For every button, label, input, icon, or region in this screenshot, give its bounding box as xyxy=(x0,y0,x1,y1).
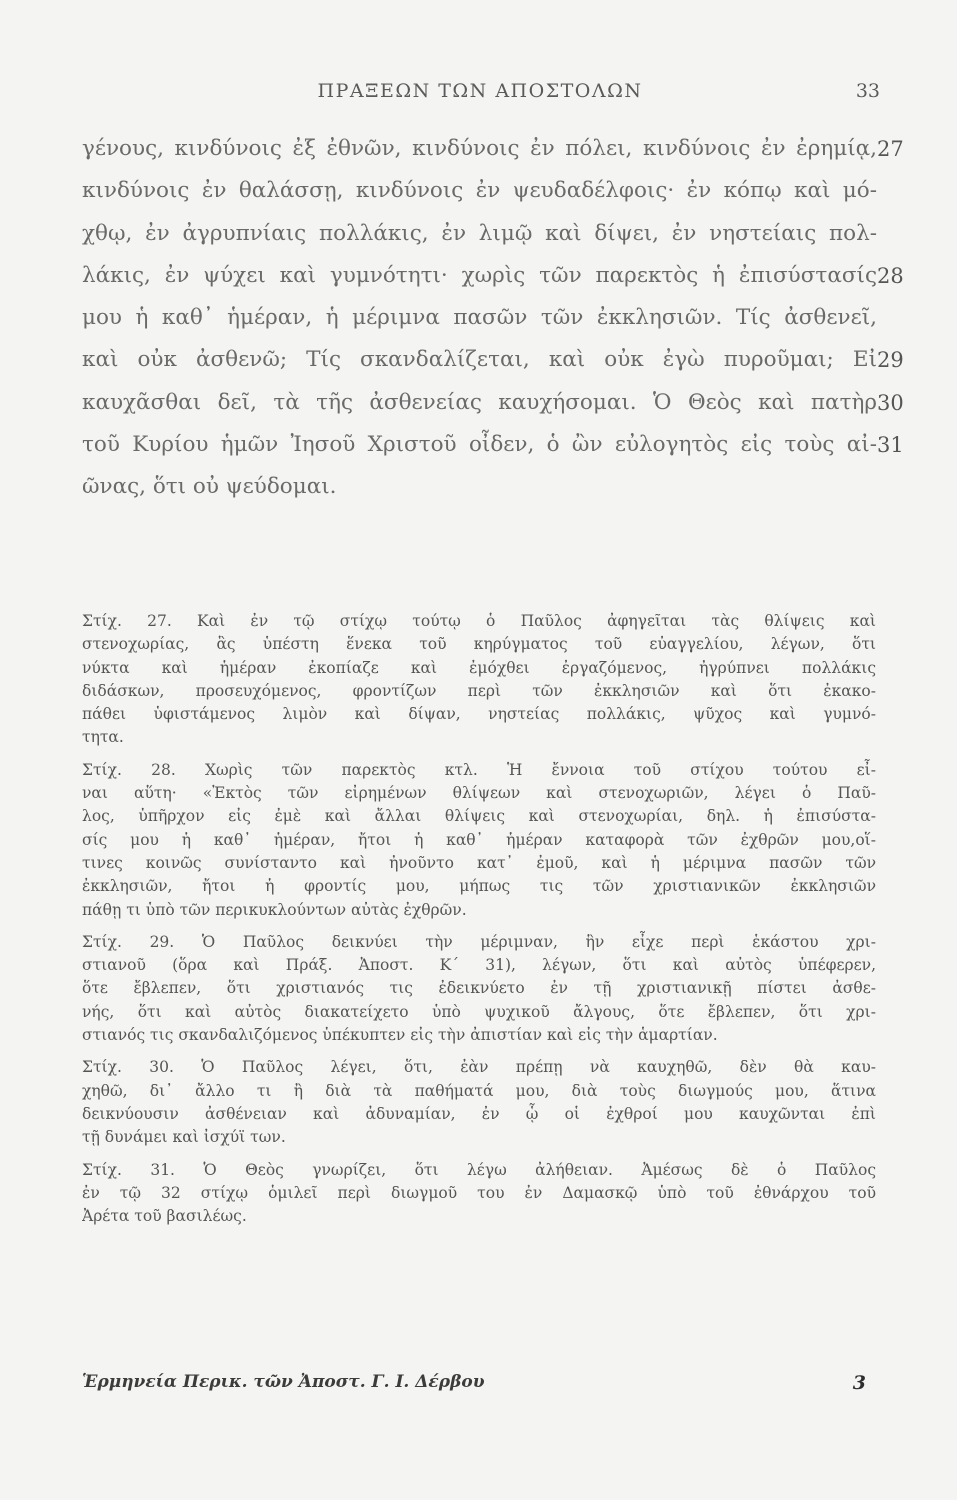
note-line: τινες κοινῶς συνίσταντο καὶ ἠνοῦντο κατ᾿ ἐμοῦ, καὶ ἡ μέριμνα πασῶν τῶν xyxy=(82,853,876,872)
footer-signature: Ἑρμηνεία Περικ. τῶν Ἀποστ. Γ. Ι. Δέρβου xyxy=(82,1372,485,1392)
note-line: Ἀρέτα τοῦ βασιλέως. xyxy=(82,1207,247,1226)
note-line: στενοχωρίας, ἃς ὑπέστη ἕνεκα τοῦ κηρύγματος τοῦ εὐαγγελίου, λέγων, ὅτι xyxy=(82,635,876,654)
text-line-content: καὶ οὐκ ἀσθενῶ; Τίς σκανδαλίζεται, καὶ οὐκ ἐγὼ πυροῦμαι; Εἰ xyxy=(82,347,877,373)
footer xyxy=(82,1372,876,1398)
note-line: πάθει ὑφιστάμενος λιμὸν καὶ δίψαν, νηστείας πολλάκις, ψῦχος καὶ γυμνό- xyxy=(82,705,876,724)
note-paragraph xyxy=(82,931,876,1047)
note-line: σίς μου ἡ καθ᾿ ἡμέραν, ἤτοι ἡ καθ᾿ ἡμέραν καταφορὰ τῶν ἐχθρῶν μου,οἵ- xyxy=(82,830,876,849)
note-line: Στίχ. 31. Ὁ Θεὸς γνωρίζει, ὅτι λέγω ἀλήθειαν. Ἀμέσως δὲ ὁ Παῦλος xyxy=(82,1160,876,1179)
note-line: ἐκκλησιῶν, ἤτοι ἡ φροντίς μου, μήπως τις τῶν χριστιανικῶν ἐκκλησιῶν xyxy=(82,877,876,896)
note-line: τῇ δυνάμει καὶ ἰσχύϊ των. xyxy=(82,1128,286,1147)
note-line: τητα. xyxy=(82,728,124,747)
note-line: διδάσκων, προσευχόμενος, φροντίζων περὶ τῶν ἐκκλησιῶν καὶ ὅτι ἐκακο- xyxy=(82,681,876,700)
note-paragraph xyxy=(82,1056,876,1149)
note-line: ναι αὕτη· «Ἐκτὸς τῶν εἰρημένων θλίψεων καὶ στενοχωριῶν, λέγει ὁ Παῦ- xyxy=(82,784,876,803)
note-line: δεικνύουσιν ἀσθένειαν καὶ ἀδυναμίαν, ἐν ᾧ οἱ ἐχθροί μου καυχῶνται ἐπὶ xyxy=(82,1104,876,1123)
verse-number: 29 xyxy=(877,348,904,373)
verse-number: 30 xyxy=(877,390,904,415)
verse-number: 31 xyxy=(877,433,904,458)
text-line-content: τοῦ Κυρίου ἡμῶν Ἰησοῦ Χριστοῦ οἶδεν, ὁ ὢν εὐλογητὸς εἰς τοὺς αἰ- xyxy=(82,432,877,458)
note-line: στιανός τις σκανδαλιζόμενος ὑπέκυπτεν εἰς τὴν ἀπιστίαν καὶ εἰς τὴν ἁμαρτίαν. xyxy=(82,1026,718,1045)
verse-number: 28 xyxy=(877,263,904,288)
note-paragraph xyxy=(82,610,876,750)
note-line: Στίχ. 30. Ὁ Παῦλος λέγει, ὅτι, ἐὰν πρέπῃ νὰ καυχηθῶ, δὲν θὰ καυ- xyxy=(82,1058,876,1077)
note-line: πάθῃ τι ὑπὸ τῶν περικυκλούντων αὐτὰς ἐχθρῶν. xyxy=(82,900,467,919)
text-line xyxy=(82,255,904,297)
note-line: Στίχ. 28. Χωρὶς τῶν παρεκτὸς κτλ. Ἡ ἔννοια τοῦ στίχου τούτου εἶ- xyxy=(82,760,876,779)
note-line: ὅτε ἔβλεπεν, ὅτι χριστιανός τις ἐδεικνύετο ἐν τῇ χριστιανικῇ πίστει ἀσθε- xyxy=(82,979,876,998)
note-line: ἐν τῷ 32 στίχῳ ὁμιλεῖ περὶ διωγμοῦ του ἐν Δαμασκῷ ὑπὸ τοῦ ἐθνάρχου τοῦ xyxy=(82,1183,876,1202)
text-line xyxy=(82,170,894,212)
sheet-number: 3 xyxy=(852,1372,866,1394)
text-line xyxy=(82,466,894,508)
note-line: χηθῶ, δι᾿ ἄλλο τι ἢ διὰ τὰ παθήματά μου, διὰ τοὺς διωγμούς μου, ἅτινα xyxy=(82,1081,876,1100)
text-line-content: γένους, κινδύνοις ἐξ ἐθνῶν, κινδύνοις ἐν πόλει, κινδύνοις ἐν ἐρημίᾳ, xyxy=(82,136,877,161)
note-line: νύκτα καὶ ἡμέραν ἐκοπίαζε καὶ ἐμόχθει ἐργαζόμενος, ἠγρύπνει πολλάκις xyxy=(82,658,876,677)
note-line: στιανοῦ (ὅρα καὶ Πράξ. Ἀποστ. Κ´ 31), λέγων, ὅτι καὶ αὐτὸς ὑπέφερεν, xyxy=(82,956,876,975)
text-line xyxy=(82,213,894,255)
text-line xyxy=(82,382,904,424)
note-line: νής, ὅτι καὶ αὐτὸς διακατείχετο ὑπὸ ψυχικοῦ ἄλγους, ὅτε ἔβλεπεν, ὅτι χρι- xyxy=(82,1002,876,1021)
page-number: 33 xyxy=(855,80,880,102)
text-line-content: μου ἡ καθ᾿ ἡμέραν, ἡ μέριμνα πασῶν τῶν ἐκκλησιῶν. Τίς ἀσθενεῖ, xyxy=(82,305,877,331)
text-line xyxy=(82,297,894,339)
text-line-content: ῶνας, ὅτι οὐ ψεύδομαι. xyxy=(82,474,337,500)
running-header xyxy=(80,80,880,110)
note-line: Στίχ. 29. Ὁ Παῦλος δεικνύει τὴν μέριμναν, ἣν εἶχε περὶ ἑκάστου χρι- xyxy=(82,932,876,951)
note-line: Στίχ. 27. Καὶ ἐν τῷ στίχῳ τούτῳ ὁ Παῦλος ἀφηγεῖται τὰς θλίψεις καὶ xyxy=(82,612,876,630)
text-line xyxy=(82,128,904,170)
text-line-content: κινδύνοις ἐν θαλάσσῃ, κινδύνοις ἐν ψευδαδέλφοις· ἐν κόπῳ καὶ μό- xyxy=(82,178,877,204)
text-line xyxy=(82,424,904,466)
commentary-notes xyxy=(82,610,876,1228)
text-line-content: καυχᾶσθαι δεῖ, τὰ τῆς ἀσθενείας καυχήσομαι. Ὁ Θεὸς καὶ πατὴρ xyxy=(82,389,877,415)
note-line: λος, ὑπῆρχον εἰς ἐμὲ καὶ ἄλλαι θλίψεις καὶ στενοχωρίαι, δηλ. ἡ ἐπισύστα- xyxy=(82,807,876,826)
text-line-content: λάκις, ἐν ψύχει καὶ γυμνότητι· χωρὶς τῶν παρεκτὸς ἡ ἐπισύστασίς xyxy=(82,262,877,288)
text-line xyxy=(82,339,904,381)
note-paragraph xyxy=(82,759,876,922)
text-line-content: χθῳ, ἐν ἀγρυπνίαις πολλάκις, ἐν λιμῷ καὶ δίψει, ἐν νηστείαις πολ- xyxy=(82,220,877,246)
note-paragraph xyxy=(82,1159,876,1229)
running-header-title: ΠΡΑΞΕΩΝ ΤΩΝ ΑΠΟΣΤΟΛΩΝ xyxy=(317,80,643,102)
scripture-text xyxy=(82,128,904,509)
verse-number: 27 xyxy=(877,137,904,161)
